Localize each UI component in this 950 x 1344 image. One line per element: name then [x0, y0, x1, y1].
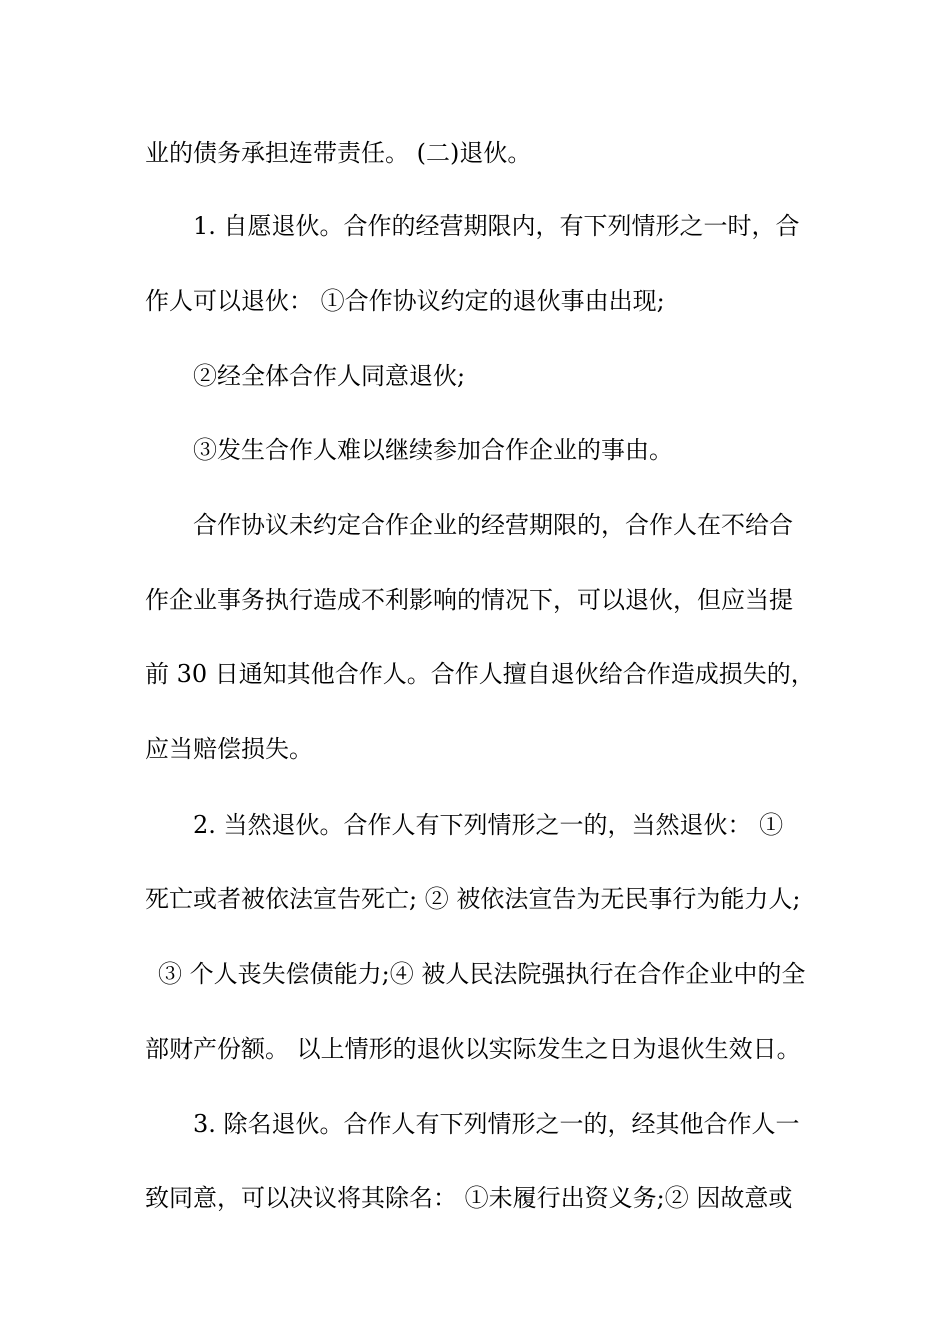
paragraph-automatic-withdrawal: 2. 当然退伙。合作人有下列情形之一的，当然退伙： ①: [193, 811, 784, 839]
text-line: 作人可以退伙： ①合作协议约定的退伙事由出现;: [145, 287, 665, 315]
text-line: 部财产份额。 以上情形的退伙以实际发生之日为退伙生效日。: [145, 1035, 801, 1063]
text-line: 致同意，可以决议将其除名： ①未履行出资义务;② 因故意或: [145, 1184, 793, 1212]
text-line: 应当赔偿损失。: [145, 735, 313, 763]
text-line: 死亡或者被依法宣告死亡; ② 被依法宣告为无民事行为能力人;: [145, 885, 801, 913]
paragraph-unspecified-term: 合作协议未约定合作企业的经营期限的，合作人在不给合: [193, 511, 793, 539]
paragraph-voluntary-withdrawal: 1. 自愿退伙。合作的经营期限内，有下列情形之一时，合: [193, 212, 800, 240]
text-line: 业的债务承担连带责任。 (二)退伙。: [145, 139, 532, 167]
paragraph-expulsion-withdrawal: 3. 除名退伙。合作人有下列情形之一的，经其他合作人一: [193, 1110, 800, 1138]
text-line: 前 30 日通知其他合作人。合作人擅自退伙给合作造成损失的，: [145, 660, 815, 688]
text-line: 作企业事务执行造成不利影响的情况下，可以退伙，但应当提: [145, 586, 793, 614]
list-item: ③发生合作人难以继续参加合作企业的事由。: [193, 436, 673, 464]
text-line: ③ 个人丧失偿债能力;④ 被人民法院强执行在合作企业中的全: [158, 960, 806, 988]
list-item: ②经全体合作人同意退伙;: [193, 362, 466, 390]
